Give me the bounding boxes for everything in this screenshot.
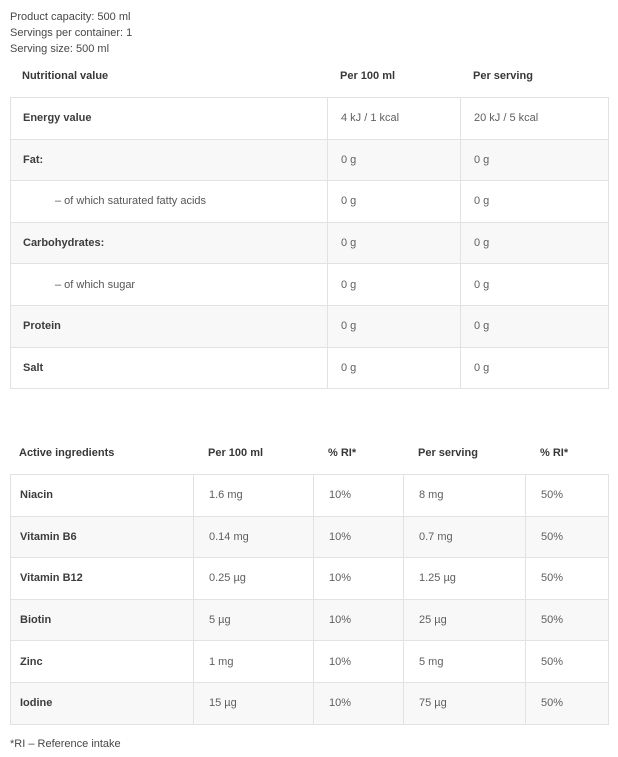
table-row <box>11 558 609 600</box>
per-serving-value: 0 g <box>461 139 609 181</box>
row-label: Vitamin B6 <box>11 516 194 558</box>
row-label: Energy value <box>11 98 328 140</box>
table-row <box>11 222 609 264</box>
table-row <box>11 139 609 181</box>
row-label: – of which saturated fatty acids <box>11 181 328 223</box>
table-row <box>11 641 609 683</box>
per-100ml-value: 0 g <box>328 139 461 181</box>
ri-serving-value: 50% <box>526 516 609 558</box>
table-row <box>11 475 609 517</box>
per-serving-column-header: Per serving <box>473 70 533 82</box>
product-summary <box>10 9 132 57</box>
active-ingredients-section <box>10 443 608 725</box>
ri-serving-column-header: % RI* <box>540 447 569 459</box>
ri-serving-value: 50% <box>526 599 609 641</box>
active-ingredients-header-row <box>10 443 608 474</box>
per-serving-value: 25 µg <box>404 599 526 641</box>
ri-serving-value: 50% <box>526 682 609 724</box>
ri-serving-value: 50% <box>526 641 609 683</box>
per-100ml-value: 15 µg <box>194 682 314 724</box>
per-100ml-value: 0.14 mg <box>194 516 314 558</box>
per-serving-value: 75 µg <box>404 682 526 724</box>
ri-100ml-value: 10% <box>314 558 404 600</box>
product-capacity-text: Product capacity: 500 ml <box>10 11 131 23</box>
nutritional-value-section <box>10 66 608 389</box>
table-row <box>11 98 609 140</box>
per-100ml-value: 0.25 µg <box>194 558 314 600</box>
per-serving-value: 1.25 µg <box>404 558 526 600</box>
ri-100ml-value: 10% <box>314 516 404 558</box>
row-label: Niacin <box>11 475 194 517</box>
per-100ml-value: 4 kJ / 1 kcal <box>328 98 461 140</box>
row-label: Salt <box>11 347 328 389</box>
ri-100ml-value: 10% <box>314 599 404 641</box>
per-serving-value: 8 mg <box>404 475 526 517</box>
table-row <box>11 264 609 306</box>
per-serving-value: 0 g <box>461 264 609 306</box>
per-100ml-value: 0 g <box>328 305 461 347</box>
table-row <box>11 181 609 223</box>
per-100ml-value: 0 g <box>328 264 461 306</box>
per-serving-value: 0 g <box>461 347 609 389</box>
per-100ml-value: 0 g <box>328 347 461 389</box>
ri-100ml-column-header: % RI* <box>328 447 357 459</box>
per-100ml-column-header: Per 100 ml <box>208 447 264 459</box>
row-label: Biotin <box>11 599 194 641</box>
per-serving-value: 0 g <box>461 305 609 347</box>
row-label: Carbohydrates: <box>11 222 328 264</box>
table-row <box>11 516 609 558</box>
serving-size-text: Serving size: 500 ml <box>10 43 110 55</box>
per-serving-value: 0.7 mg <box>404 516 526 558</box>
row-label: Vitamin B12 <box>11 558 194 600</box>
row-label: Zinc <box>11 641 194 683</box>
nutritional-value-table <box>10 97 609 389</box>
reference-intake-footnote: *RI – Reference intake <box>10 738 121 750</box>
ri-100ml-value: 10% <box>314 641 404 683</box>
nutritional-value-header-row <box>10 66 608 97</box>
active-ingredients-title: Active ingredients <box>19 447 115 459</box>
per-serving-value: 0 g <box>461 181 609 223</box>
per-serving-value: 0 g <box>461 222 609 264</box>
active-ingredients-table <box>10 474 609 725</box>
row-label: Iodine <box>11 682 194 724</box>
per-100ml-value: 1.6 mg <box>194 475 314 517</box>
nutritional-value-title: Nutritional value <box>22 70 109 82</box>
per-100ml-value: 1 mg <box>194 641 314 683</box>
servings-per-container-text: Servings per container: 1 <box>10 27 133 39</box>
per-serving-value: 20 kJ / 5 kcal <box>461 98 609 140</box>
ri-serving-value: 50% <box>526 558 609 600</box>
per-serving-value: 5 mg <box>404 641 526 683</box>
per-100ml-value: 0 g <box>328 181 461 223</box>
per-serving-column-header: Per serving <box>418 447 478 459</box>
table-row <box>11 599 609 641</box>
ri-serving-value: 50% <box>526 475 609 517</box>
per-100ml-column-header: Per 100 ml <box>340 70 396 82</box>
per-100ml-value: 5 µg <box>194 599 314 641</box>
ri-100ml-value: 10% <box>314 682 404 724</box>
table-row <box>11 305 609 347</box>
table-row <box>11 682 609 724</box>
row-label: – of which sugar <box>11 264 328 306</box>
row-label: Fat: <box>11 139 328 181</box>
ri-100ml-value: 10% <box>314 475 404 517</box>
table-row <box>11 347 609 389</box>
per-100ml-value: 0 g <box>328 222 461 264</box>
row-label: Protein <box>11 305 328 347</box>
